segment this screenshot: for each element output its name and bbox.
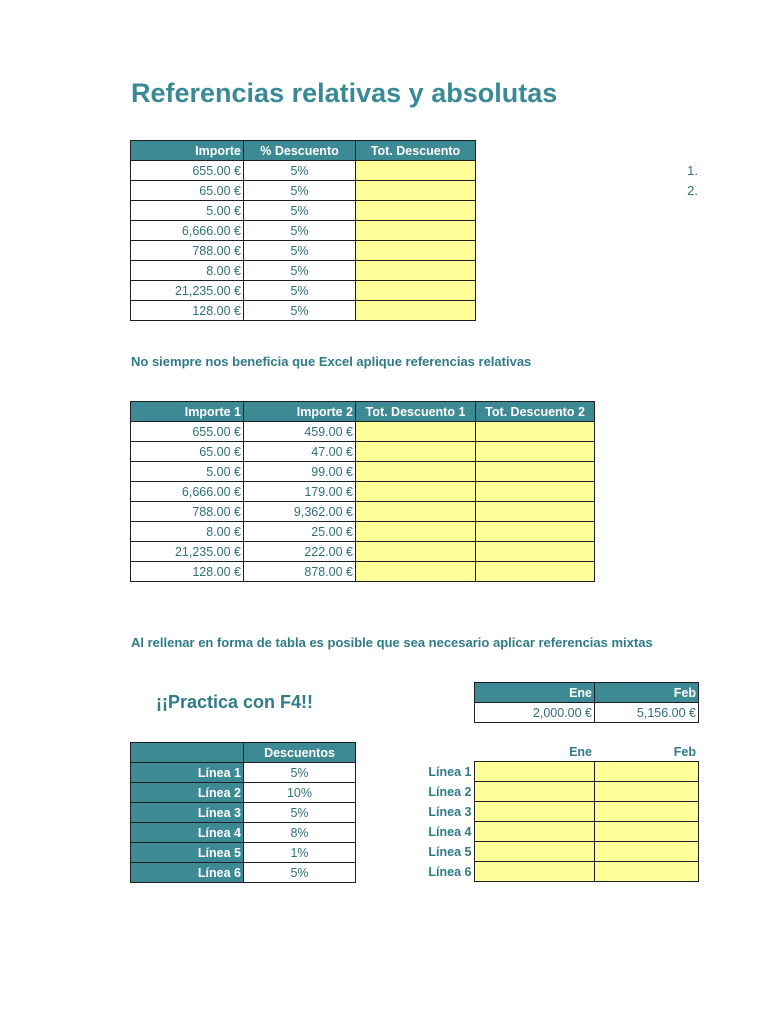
cell-tot-descuento-1[interactable] <box>356 542 476 562</box>
cell-result-feb[interactable] <box>594 862 698 882</box>
table-row <box>131 843 356 863</box>
cell-feb-value[interactable]: 5,156.00 € <box>595 703 699 723</box>
cell-tot-descuento[interactable] <box>356 181 476 201</box>
step-number-1: 1. <box>687 163 698 178</box>
cell-result-feb[interactable] <box>594 822 698 842</box>
cell-importe-2[interactable]: 459.00 € <box>244 422 356 442</box>
column-header-importe[interactable]: Importe <box>131 141 244 161</box>
cell-descuento[interactable]: 5% <box>244 803 356 823</box>
cell-descuento[interactable]: 5% <box>244 261 356 281</box>
cell-tot-descuento-2[interactable] <box>476 562 595 582</box>
cell-tot-descuento-2[interactable] <box>476 442 595 462</box>
cell-importe[interactable]: 8.00 € <box>131 261 244 281</box>
cell-result-ene[interactable] <box>474 822 594 842</box>
column-header-feb[interactable]: Feb <box>595 683 699 703</box>
row-label-linea[interactable]: Línea 4 <box>131 823 244 843</box>
cell-importe-2[interactable]: 99.00 € <box>244 462 356 482</box>
row-label-linea[interactable]: Línea 2 <box>131 783 244 803</box>
cell-importe-2[interactable]: 878.00 € <box>244 562 356 582</box>
cell-importe-1[interactable]: 21,235.00 € <box>131 542 244 562</box>
table-row <box>131 442 595 462</box>
cell-tot-descuento[interactable] <box>356 201 476 221</box>
cell-tot-descuento[interactable] <box>356 221 476 241</box>
cell-importe-2[interactable]: 9,362.00 € <box>244 502 356 522</box>
cell-descuento[interactable]: 5% <box>244 863 356 883</box>
step-number-2: 2. <box>687 183 698 198</box>
row-label-linea: Línea 4 <box>428 824 472 839</box>
cell-descuento[interactable]: 5% <box>244 301 356 321</box>
cell-tot-descuento[interactable] <box>356 241 476 261</box>
cell-importe-1[interactable]: 788.00 € <box>131 502 244 522</box>
cell-importe-2[interactable]: 222.00 € <box>244 542 356 562</box>
cell-importe[interactable]: 655.00 € <box>131 161 244 181</box>
table-results <box>417 742 699 882</box>
column-header-importe-2[interactable]: Importe 2 <box>244 402 356 422</box>
cell-tot-descuento-2[interactable] <box>476 542 595 562</box>
table-row <box>131 502 595 522</box>
cell-importe[interactable]: 6,666.00 € <box>131 221 244 241</box>
discounts-corner-cell[interactable] <box>131 743 244 763</box>
cell-tot-descuento-2[interactable] <box>476 462 595 482</box>
practice-heading: ¡¡Practica con F4!! <box>156 692 314 712</box>
column-header-feb[interactable]: Feb <box>673 744 696 759</box>
column-header-descuentos[interactable]: Descuentos <box>244 743 356 763</box>
table-row <box>131 783 356 803</box>
cell-importe-1[interactable]: 6,666.00 € <box>131 482 244 502</box>
column-header-tot-descuento-1[interactable]: Tot. Descuento 1 <box>356 402 476 422</box>
table-row <box>475 703 699 723</box>
cell-descuento[interactable]: 5% <box>244 201 356 221</box>
table-row <box>131 803 356 823</box>
cell-result-ene[interactable] <box>474 862 594 882</box>
table-row <box>131 241 476 261</box>
table-row <box>131 261 476 281</box>
table-months <box>474 682 699 723</box>
table-row <box>131 462 595 482</box>
table-row <box>131 201 476 221</box>
row-label-linea: Línea 5 <box>428 844 472 859</box>
table-row <box>417 782 698 802</box>
cell-importe-1[interactable]: 5.00 € <box>131 462 244 482</box>
cell-importe-1[interactable]: 128.00 € <box>131 562 244 582</box>
cell-tot-descuento-1[interactable] <box>356 462 476 482</box>
table-row <box>131 482 595 502</box>
cell-importe-1[interactable]: 65.00 € <box>131 442 244 462</box>
table-row <box>131 221 476 241</box>
table-row <box>131 301 476 321</box>
cell-result-feb[interactable] <box>594 762 698 782</box>
row-label-linea[interactable]: Línea 3 <box>131 803 244 823</box>
cell-importe[interactable]: 788.00 € <box>131 241 244 261</box>
cell-tot-descuento[interactable] <box>356 281 476 301</box>
cell-importe-1[interactable]: 8.00 € <box>131 522 244 542</box>
cell-result-ene[interactable] <box>474 782 594 802</box>
cell-result-ene[interactable] <box>474 802 594 822</box>
table-row <box>131 181 476 201</box>
cell-importe[interactable]: 21,235.00 € <box>131 281 244 301</box>
cell-descuento[interactable]: 5% <box>244 281 356 301</box>
table-row <box>131 823 356 843</box>
cell-tot-descuento[interactable] <box>356 261 476 281</box>
row-label-linea: Línea 2 <box>428 784 472 799</box>
column-header-tot-descuento-2[interactable]: Tot. Descuento 2 <box>476 402 595 422</box>
cell-importe-2[interactable]: 25.00 € <box>244 522 356 542</box>
table-row <box>131 161 476 181</box>
cell-importe[interactable]: 65.00 € <box>131 181 244 201</box>
table-row <box>131 863 356 883</box>
table-row <box>417 842 698 862</box>
cell-tot-descuento[interactable] <box>356 161 476 181</box>
column-header-descuento[interactable]: % Descuento <box>244 141 356 161</box>
cell-tot-descuento-1[interactable] <box>356 482 476 502</box>
cell-result-feb[interactable] <box>594 842 698 862</box>
cell-result-feb[interactable] <box>594 802 698 822</box>
row-label-linea: Línea 3 <box>428 804 472 819</box>
column-header-ene[interactable]: Ene <box>475 683 595 703</box>
table-row <box>131 542 595 562</box>
cell-descuento[interactable]: 10% <box>244 783 356 803</box>
cell-importe-1[interactable]: 655.00 € <box>131 422 244 442</box>
cell-ene-value[interactable]: 2,000.00 € <box>475 703 595 723</box>
cell-descuento[interactable]: 5% <box>244 161 356 181</box>
table-row <box>417 802 698 822</box>
table-row <box>131 562 595 582</box>
cell-importe[interactable]: 128.00 € <box>131 301 244 321</box>
column-header-ene[interactable]: Ene <box>569 744 592 759</box>
cell-descuento[interactable]: 5% <box>244 221 356 241</box>
cell-importe-2[interactable]: 179.00 € <box>244 482 356 502</box>
page-title: Referencias relativas y absolutas <box>131 78 558 108</box>
row-label-linea[interactable]: Línea 5 <box>131 843 244 863</box>
cell-importe-2[interactable]: 47.00 € <box>244 442 356 462</box>
note-relative-references: No siempre nos beneficia que Excel aplique referencias relativas <box>131 354 532 369</box>
cell-descuento[interactable]: 5% <box>244 241 356 261</box>
cell-result-feb[interactable] <box>594 782 698 802</box>
table-row <box>417 762 698 782</box>
cell-descuento[interactable]: 5% <box>244 763 356 783</box>
cell-tot-descuento[interactable] <box>356 301 476 321</box>
cell-descuento[interactable]: 5% <box>244 181 356 201</box>
row-label-linea[interactable]: Línea 1 <box>131 763 244 783</box>
cell-importe[interactable]: 5.00 € <box>131 201 244 221</box>
table-row <box>417 822 698 842</box>
cell-tot-descuento-2[interactable] <box>476 502 595 522</box>
column-header-tot-descuento[interactable]: Tot. Descuento <box>356 141 476 161</box>
cell-descuento[interactable]: 8% <box>244 823 356 843</box>
cell-tot-descuento-2[interactable] <box>476 422 595 442</box>
cell-tot-descuento-1[interactable] <box>356 442 476 462</box>
cell-tot-descuento-2[interactable] <box>476 522 595 542</box>
cell-tot-descuento-1[interactable] <box>356 522 476 542</box>
table-row <box>131 522 595 542</box>
table-discounts <box>130 742 356 883</box>
row-label-linea: Línea 6 <box>428 864 472 879</box>
note-mixed-references: Al rellenar en forma de tabla es posible que sea necesario aplicar referencias mixtas <box>131 635 653 650</box>
row-label-linea[interactable]: Línea 6 <box>131 863 244 883</box>
cell-tot-descuento-1[interactable] <box>356 422 476 442</box>
cell-descuento[interactable]: 1% <box>244 843 356 863</box>
results-corner-cell <box>417 742 474 762</box>
table-row <box>417 862 698 882</box>
cell-result-ene[interactable] <box>474 842 594 862</box>
table-row <box>131 763 356 783</box>
cell-tot-descuento-1[interactable] <box>356 502 476 522</box>
row-label-linea: Línea 1 <box>428 764 472 779</box>
table-row <box>131 422 595 442</box>
column-header-importe-1[interactable]: Importe 1 <box>131 402 244 422</box>
cell-tot-descuento-1[interactable] <box>356 562 476 582</box>
table-row <box>131 281 476 301</box>
cell-result-ene[interactable] <box>474 762 594 782</box>
table-two-amounts <box>130 401 595 582</box>
table-relative-references <box>130 140 476 321</box>
cell-tot-descuento-2[interactable] <box>476 482 595 502</box>
